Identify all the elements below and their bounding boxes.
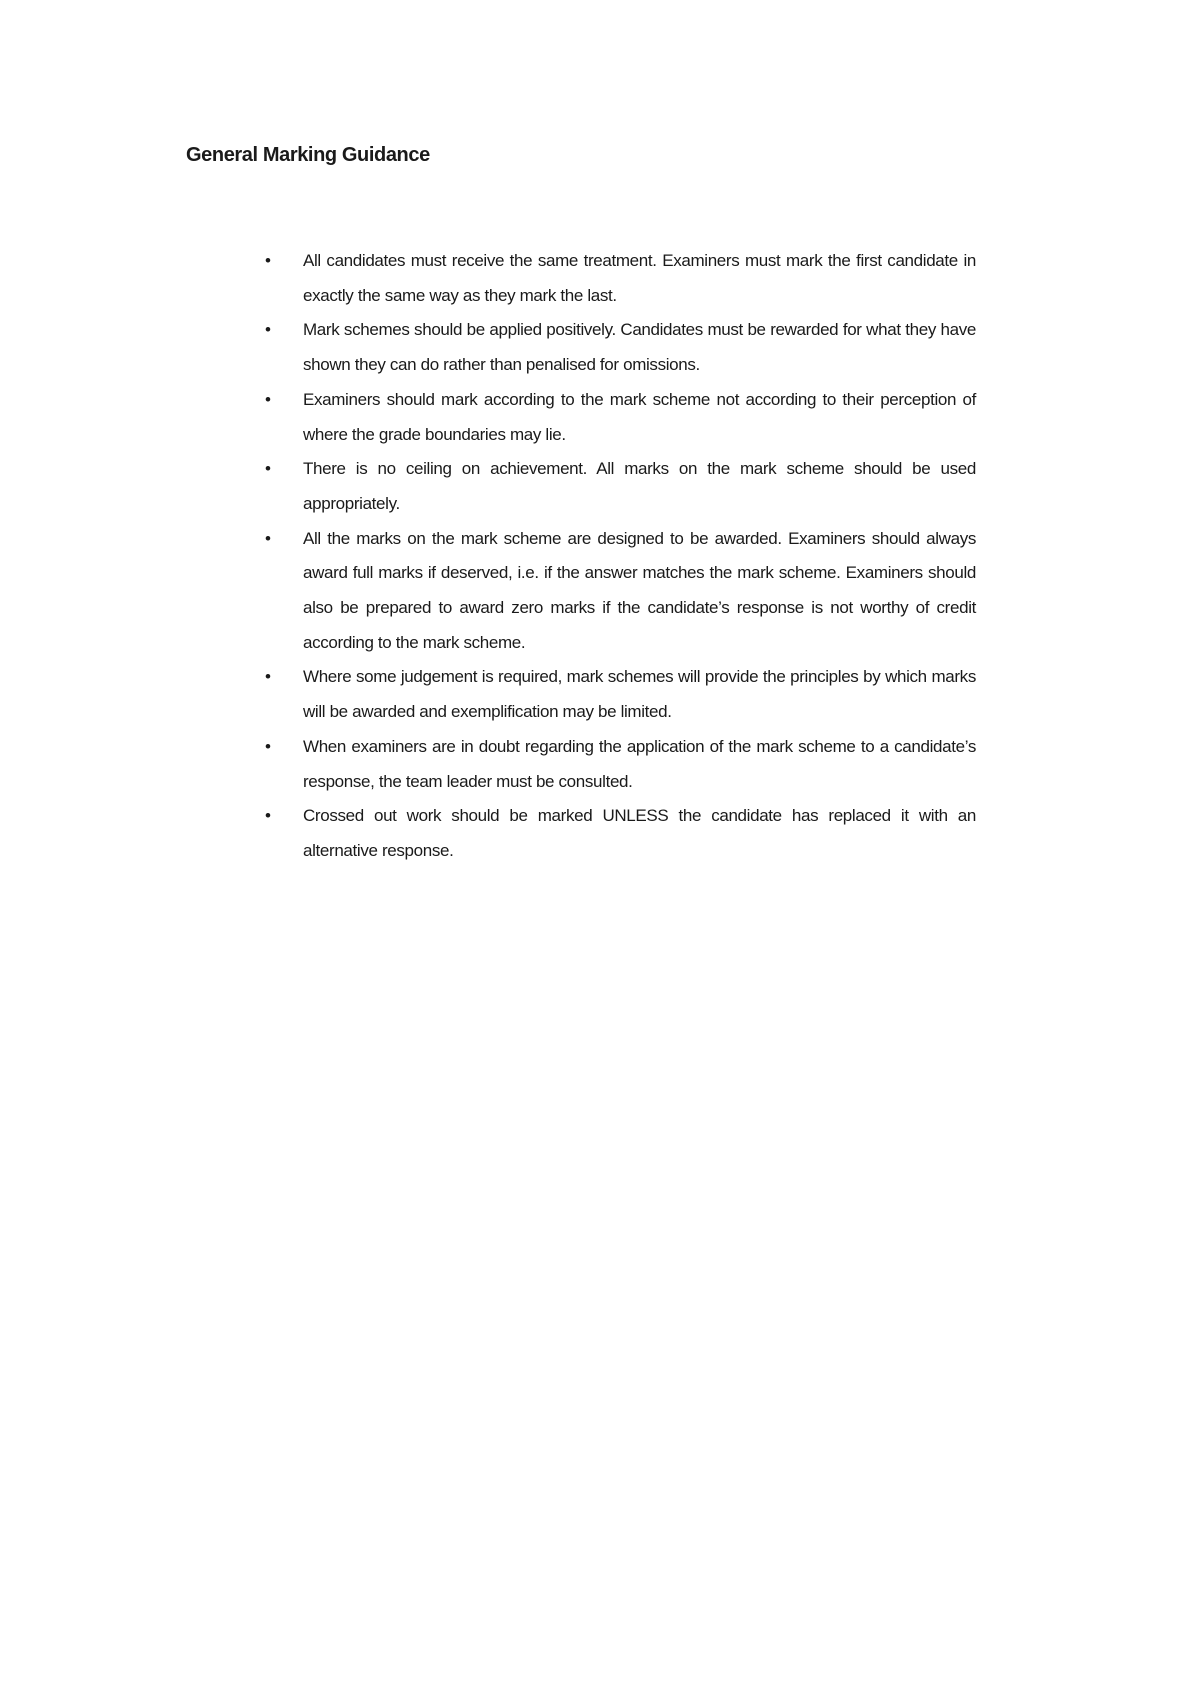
list-item-text: Crossed out work should be marked UNLESS the candidate has replaced it with an alternative response. — [303, 806, 976, 860]
list-item — [265, 313, 976, 382]
list-item-text: There is no ceiling on achievement. All marks on the mark scheme should be used appropriately. — [303, 459, 976, 513]
list-item — [265, 383, 976, 452]
bullet-icon: • — [265, 320, 271, 340]
list-item-text: Mark schemes should be applied positively. Candidates must be rewarded for what they have shown they can do rather than penalised for omissions. — [303, 320, 976, 375]
list-item — [265, 244, 976, 313]
list-item-text: When examiners are in doubt regarding the application of the mark scheme to a candidate’s response, the team leader must be consulted. — [303, 736, 976, 791]
list-item — [265, 730, 976, 799]
list-item — [265, 660, 976, 729]
list-item-text: Where some judgement is required, mark schemes will provide the principles by which marks will be awarded and exemplification may be limited. — [303, 667, 976, 722]
bullet-icon: • — [265, 806, 271, 826]
list-item-text: All the marks on the mark scheme are designed to be awarded. Examiners should always award full marks if deserved, i.e. if the answer matches the mark scheme. Examiners should also be prepared to award zero marks if the candidate’s response is not worthy of credit according to the mark scheme. — [303, 528, 976, 652]
guidance-list — [265, 244, 976, 869]
list-item-text: All candidates must receive the same treatment. Examiners must mark the first candidate in exactly the same way as they mark the last. — [303, 251, 976, 305]
page-title: General Marking Guidance — [186, 144, 430, 166]
bullet-icon: • — [265, 389, 271, 409]
bullet-icon: • — [265, 528, 271, 548]
bullet-icon: • — [265, 736, 271, 756]
list-item-text: Examiners should mark according to the mark scheme not according to their perception of where the grade boundaries may lie. — [303, 389, 976, 444]
bullet-icon: • — [265, 251, 271, 270]
bullet-icon: • — [265, 667, 271, 687]
list-item — [265, 799, 976, 868]
list-item — [265, 522, 976, 661]
bullet-icon: • — [265, 459, 271, 479]
list-item — [265, 452, 976, 521]
